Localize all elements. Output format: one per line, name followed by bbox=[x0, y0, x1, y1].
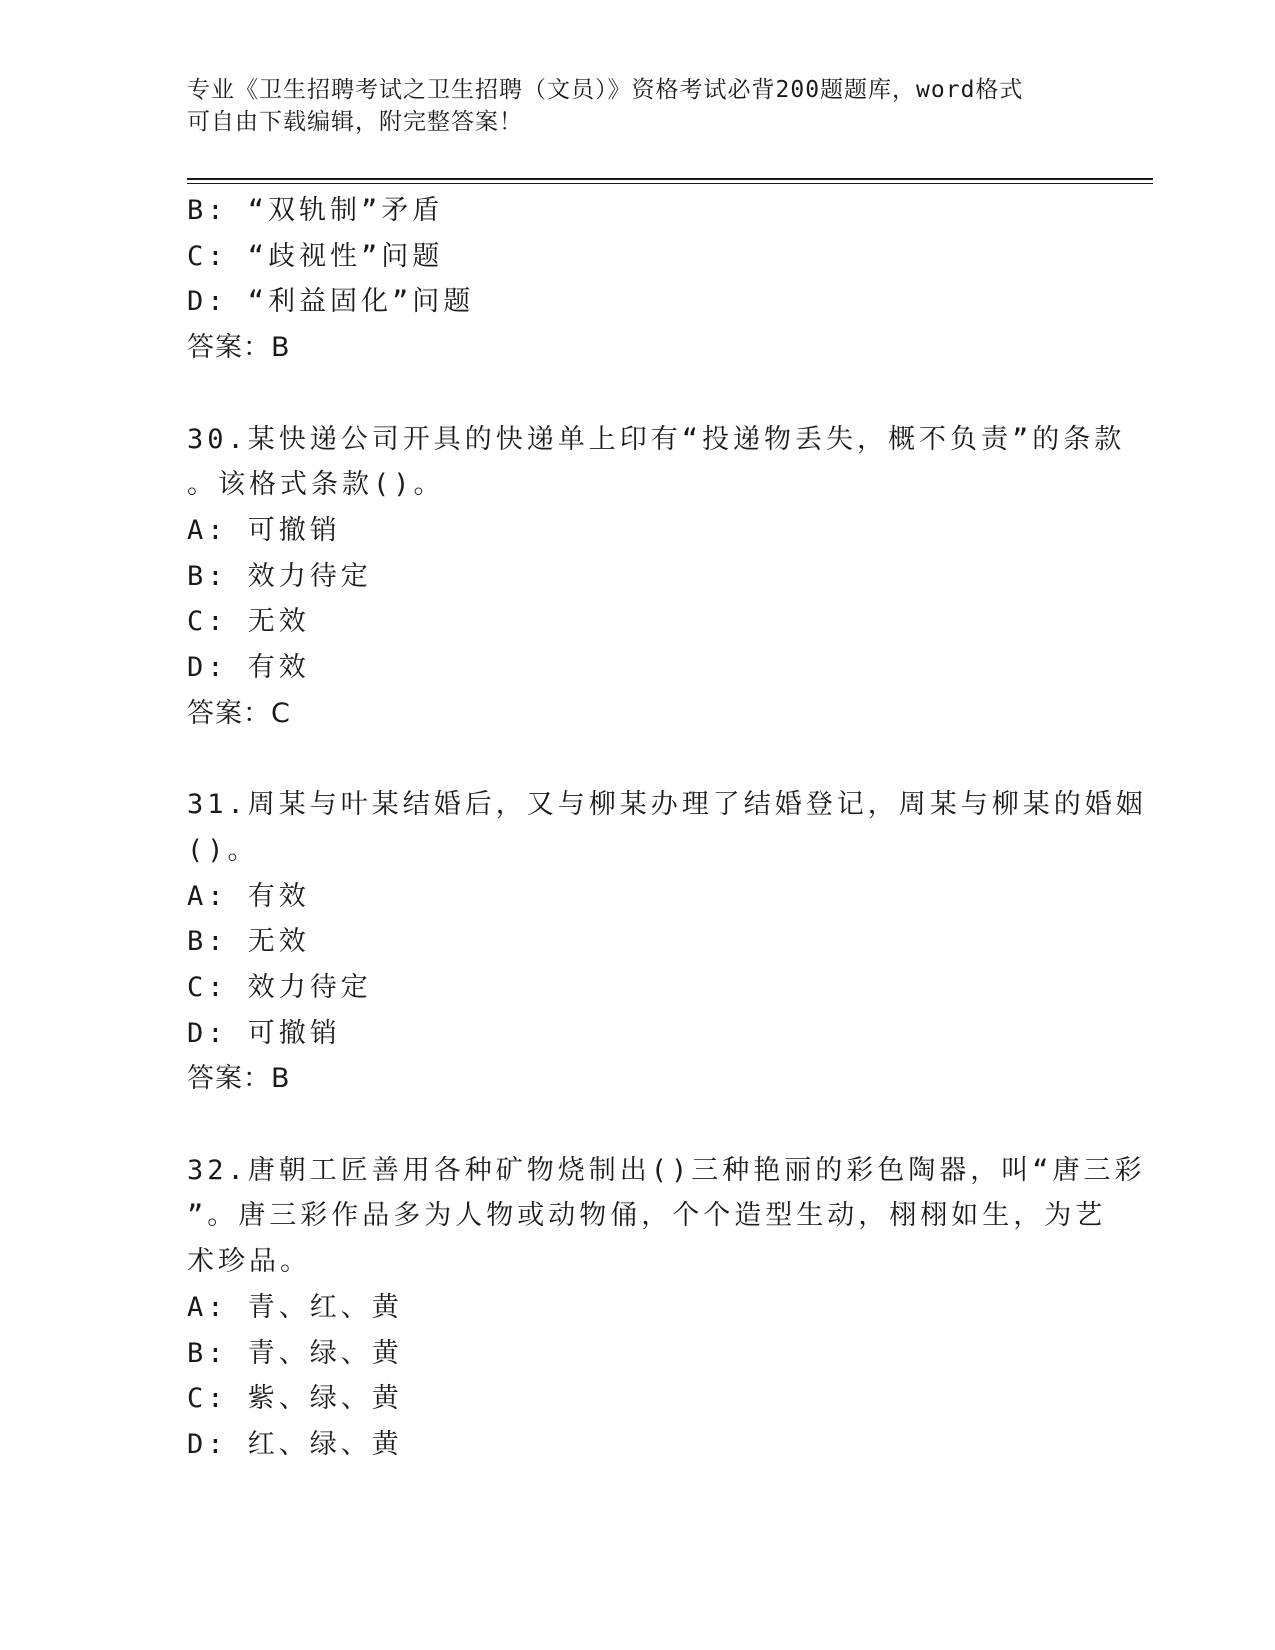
q29-option-d: D: “利益固化”问题 bbox=[187, 286, 475, 318]
question-31 bbox=[187, 782, 1147, 1102]
q30-stem-line-2: 。该格式条款()。 bbox=[187, 469, 445, 501]
q31-option-c: C: 效力待定 bbox=[187, 971, 372, 1003]
q29-answer: 答案：B bbox=[187, 332, 291, 364]
header-divider-thin bbox=[187, 183, 1153, 184]
q29-option-b: B: “双轨制”矛盾 bbox=[187, 195, 444, 226]
question-30 bbox=[187, 417, 1126, 737]
q31-stem-line-2: ()。 bbox=[187, 834, 259, 866]
document-header bbox=[187, 74, 1067, 138]
q31-stem-line-1: 31.周某与叶某结婚后，又与柳某办理了结婚登记，周某与柳某的婚姻 bbox=[187, 789, 1147, 821]
header-divider-thick bbox=[187, 178, 1153, 180]
question-spacer bbox=[187, 371, 1087, 417]
q32-option-a: A: 青、红、黄 bbox=[187, 1291, 403, 1323]
question-32 bbox=[187, 1148, 1146, 1468]
q31-option-b: B: 无效 bbox=[187, 926, 310, 958]
question-list bbox=[187, 188, 1147, 1468]
header-line-1: 专业《卫生招聘考试之卫生招聘（文员）》资格考试必背200题题库，word格式 bbox=[187, 77, 1024, 103]
question-spacer bbox=[187, 736, 1087, 782]
q30-stem-line-1: 30.某快递公司开具的快递单上印有“投递物丢失，概不负责”的条款 bbox=[187, 423, 1126, 455]
q30-answer: 答案：C bbox=[187, 697, 291, 729]
q32-option-c: C: 紫、绿、黄 bbox=[187, 1383, 403, 1415]
header-line-2: 可自由下载编辑，附完整答案！ bbox=[187, 109, 523, 135]
q32-option-b: B: 青、绿、黄 bbox=[187, 1337, 403, 1369]
q32-option-d: D: 红、绿、黄 bbox=[187, 1428, 403, 1460]
question-29-continued bbox=[187, 188, 1087, 371]
q29-option-c: C: “歧视性”问题 bbox=[187, 240, 444, 272]
q30-option-b: B: 效力待定 bbox=[187, 560, 372, 592]
q32-stem-line-2: ”。唐三彩作品多为人物或动物俑，个个造型生动，栩栩如生，为艺 bbox=[187, 1200, 1107, 1232]
q31-answer: 答案：B bbox=[187, 1063, 291, 1095]
q31-option-a: A: 有效 bbox=[187, 880, 310, 912]
q32-stem-line-1: 32.唐朝工匠善用各种矿物烧制出()三种艳丽的彩色陶器，叫“唐三彩 bbox=[187, 1154, 1146, 1186]
q30-option-c: C: 无效 bbox=[187, 606, 310, 638]
question-spacer bbox=[187, 1102, 1087, 1148]
q30-option-d: D: 有效 bbox=[187, 652, 310, 684]
q31-option-d: D: 可撤销 bbox=[187, 1017, 341, 1049]
q32-stem-line-3: 术珍品。 bbox=[187, 1246, 311, 1278]
q30-option-a: A: 可撤销 bbox=[187, 514, 341, 546]
